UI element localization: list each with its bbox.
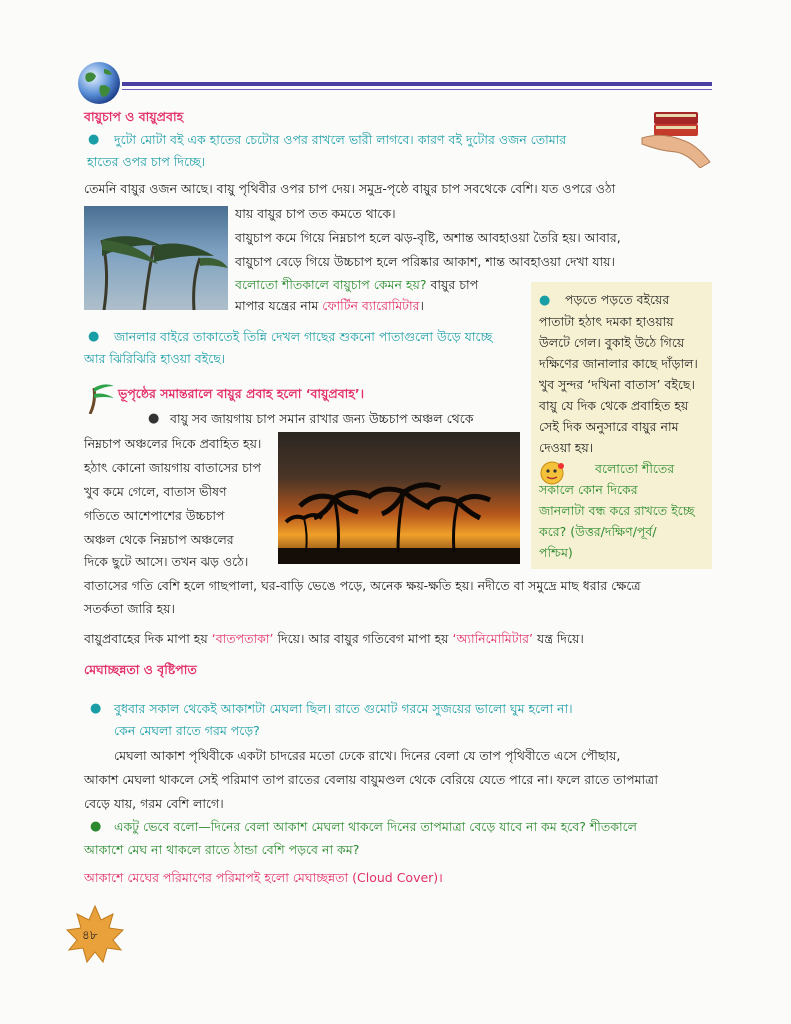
side-text-line: বায়ু যে দিক থেকে প্রবাহিত হয় <box>539 398 689 413</box>
text-line: বুধবার সকাল থেকেই আকাশটা মেঘলা ছিল। রাতে গুমোট গরমে সুজয়ের ভালো ঘুম হলো না। <box>114 701 573 716</box>
text-line: আকাশ মেঘলা থাকলে সেই পরিমাণ তাপ রাতের বেলায় বায়ুমণ্ডল থেকে বেরিয়ে যেতে পারে না। ফলে রাতে তাপমাত্রা <box>84 772 658 787</box>
text-line: বেড়ে যায়, গরম বেশি লাগে। <box>84 796 224 811</box>
bullet-dot: ● <box>539 293 551 308</box>
side-question-line: জানলাটা বন্ধ করে রাখতে ইচ্ছে <box>539 503 695 518</box>
side-text-line: দেওয়া হয়। <box>539 440 594 455</box>
text-line: হঠাৎ কোনো জায়গায় বাতাসের চাপ <box>84 460 261 475</box>
storm-palm-trees-photo <box>278 432 520 564</box>
side-text-line: উলটে গেল। বুকাই উঠে গিয়ে <box>539 335 685 350</box>
side-note-box <box>531 282 712 569</box>
side-question-line: পশ্চিম) <box>539 545 573 560</box>
section-heading-wind-flow: ভূপৃষ্ঠের সমান্তরালে বায়ুর প্রবাহ হলো ‘বায়ুপ্রবাহ’। <box>118 386 365 401</box>
text-line: হাতের ওপর চাপ দিচ্ছে। <box>87 154 206 169</box>
side-question-line: বলোতো শীতের <box>595 461 675 476</box>
side-text-line: দক্ষিণের জানালার কাছে দাঁড়াল। <box>539 356 698 371</box>
text-line: একটু ভেবে বলো—দিনের বেলা আকাশ মেঘলা থাকলে দিনের তাপমাত্রা বেড়ে যাবে না কম হবে? শীতকালে <box>114 819 637 834</box>
bullet-dot: ● <box>90 819 102 834</box>
text-line: মেঘলা আকাশ পৃথিবীকে একটা চাদরের মতো ঢেকে রাখে। দিনের বেলা যে তাপ পৃথিবীতে এসে পৌছায়, <box>114 748 621 763</box>
text-line: তেমনি বায়ুর ওজন আছে। বায়ু পৃথিবীর ওপর চাপ দেয়। সমুদ্র-পৃষ্ঠে বায়ুর চাপ সবথেকে বেশি। যত ওপরে ওঠা <box>84 181 616 196</box>
text-line: কেন মেঘলা রাতে গরম পড়ে? <box>114 723 260 738</box>
text-line: আর ঝিরিঝিরি হাওয়া বইছে। <box>84 351 226 366</box>
text-line: দুটো মোটা বই এক হাতের চেটোর ওপর রাখলে ভারী লাগবে। কারণ বই দুটোর ওজন তোমার <box>114 132 567 147</box>
side-text-line: পাতাটা হঠাৎ দমকা হাওয়ায় <box>539 314 674 329</box>
bullet-dot: ● <box>88 329 100 344</box>
text-line: দিকে ছুটে আসে। তখন ঝড় ওঠে। <box>84 554 249 569</box>
side-question-line: করে? (উত্তর/দক্ষিণ/পূর্ব/ <box>539 524 657 539</box>
globe-icon <box>76 60 122 106</box>
text-line: জানলার বাইরে তাকাতেই তিন্নি দেখল গাছের শুকনো পাতাগুলো উড়ে যাচ্ছে <box>114 329 493 344</box>
text-line: বাতাসের গতি বেশি হলে গাছপালা, ঘর-বাড়ি ভেঙে পড়ে, অনেক ক্ষয়-ক্ষতি হয়। নদীতে বা সমুদ্রে মাছ ধরার ক্ষেত্রে <box>84 578 641 593</box>
bullet-dot: ● <box>90 701 102 716</box>
text-line: বায়ুচাপ বেড়ে গিয়ে উচ্চচাপ হলে পরিষ্কার আকাশ, শান্ত আবহাওয়া দেখা যায়। <box>235 254 615 269</box>
bent-tree-icon <box>84 380 114 414</box>
text-line: বায়ুপ্রবাহের দিক মাপা হয় ‘বাতপতাকা’ দিয়ে। আর বায়ুর গতিবেগ মাপা হয় ‘অ্যানিমোমিটার’ যন্ত্র দিয়ে। <box>84 631 584 646</box>
books-in-hand-illustration <box>640 104 716 168</box>
section-heading-cloud-cover: মেঘাচ্ছন্নতা ও বৃষ্টিপাত <box>84 662 197 677</box>
side-question-line: সকালে কোন দিকের <box>539 482 638 497</box>
definition-line: আকাশে মেঘের পরিমাণের পরিমাপই হলো মেঘাচ্ছন্নতা (Cloud Cover)। <box>84 870 443 885</box>
text-line: খুব কমে গেলে, বাতাস ভীষণ <box>84 484 227 499</box>
side-text-line: সেই দিক অনুসারে বায়ুর নাম <box>539 419 679 434</box>
text-line: সতর্কতা জারি হয়। <box>84 601 175 616</box>
side-text-line: খুব সুন্দর ‘দখিনা বাতাস’ বইছে। <box>539 377 695 392</box>
text-line: বায়ুচাপ কমে গিয়ে নিম্নচাপ হলে ঝড়-বৃষ্টি, অশান্ত আবহাওয়া তৈরি হয়। আবার, <box>235 230 621 245</box>
text-line: নিম্নচাপ অঞ্চলের দিকে প্রবাহিত হয়। <box>84 436 262 451</box>
bullet-dot: ● <box>88 132 100 147</box>
header-rule <box>122 82 712 86</box>
question-line: বলোতো শীতকালে বায়ুচাপ কেমন হয়? বায়ুর চাপ <box>235 277 479 292</box>
bullet-dot: ● <box>148 411 160 426</box>
text-line: আকাশে মেঘ না থাকলে রাতে ঠান্ডা বেশি পড়বে না কম? <box>84 842 360 857</box>
text-line: মাপার যন্ত্রের নাম ফোর্টিন ব্যারোমিটার। <box>235 298 424 313</box>
section-heading-air-pressure: বায়ুচাপ ও বায়ুপ্রবাহ <box>84 109 184 124</box>
text-line: গতিতে আশেপাশের উচ্চচাপ <box>84 508 225 523</box>
text-line: যায় বায়ুর চাপ তত কমতে থাকে। <box>235 206 396 221</box>
header-rule-thin <box>122 89 712 90</box>
side-text-line: পড়তে পড়তে বইয়ের <box>565 292 670 307</box>
windy-trees-photo <box>84 206 228 310</box>
text-line: বায়ু সব জায়গায় চাপ সমান রাখার জন্য উচ্চচাপ অঞ্চল থেকে <box>170 411 474 426</box>
page-number: ৪৮ <box>82 928 98 942</box>
text-line: অঞ্চল থেকে নিম্নচাপ অঞ্চলের <box>84 532 234 547</box>
